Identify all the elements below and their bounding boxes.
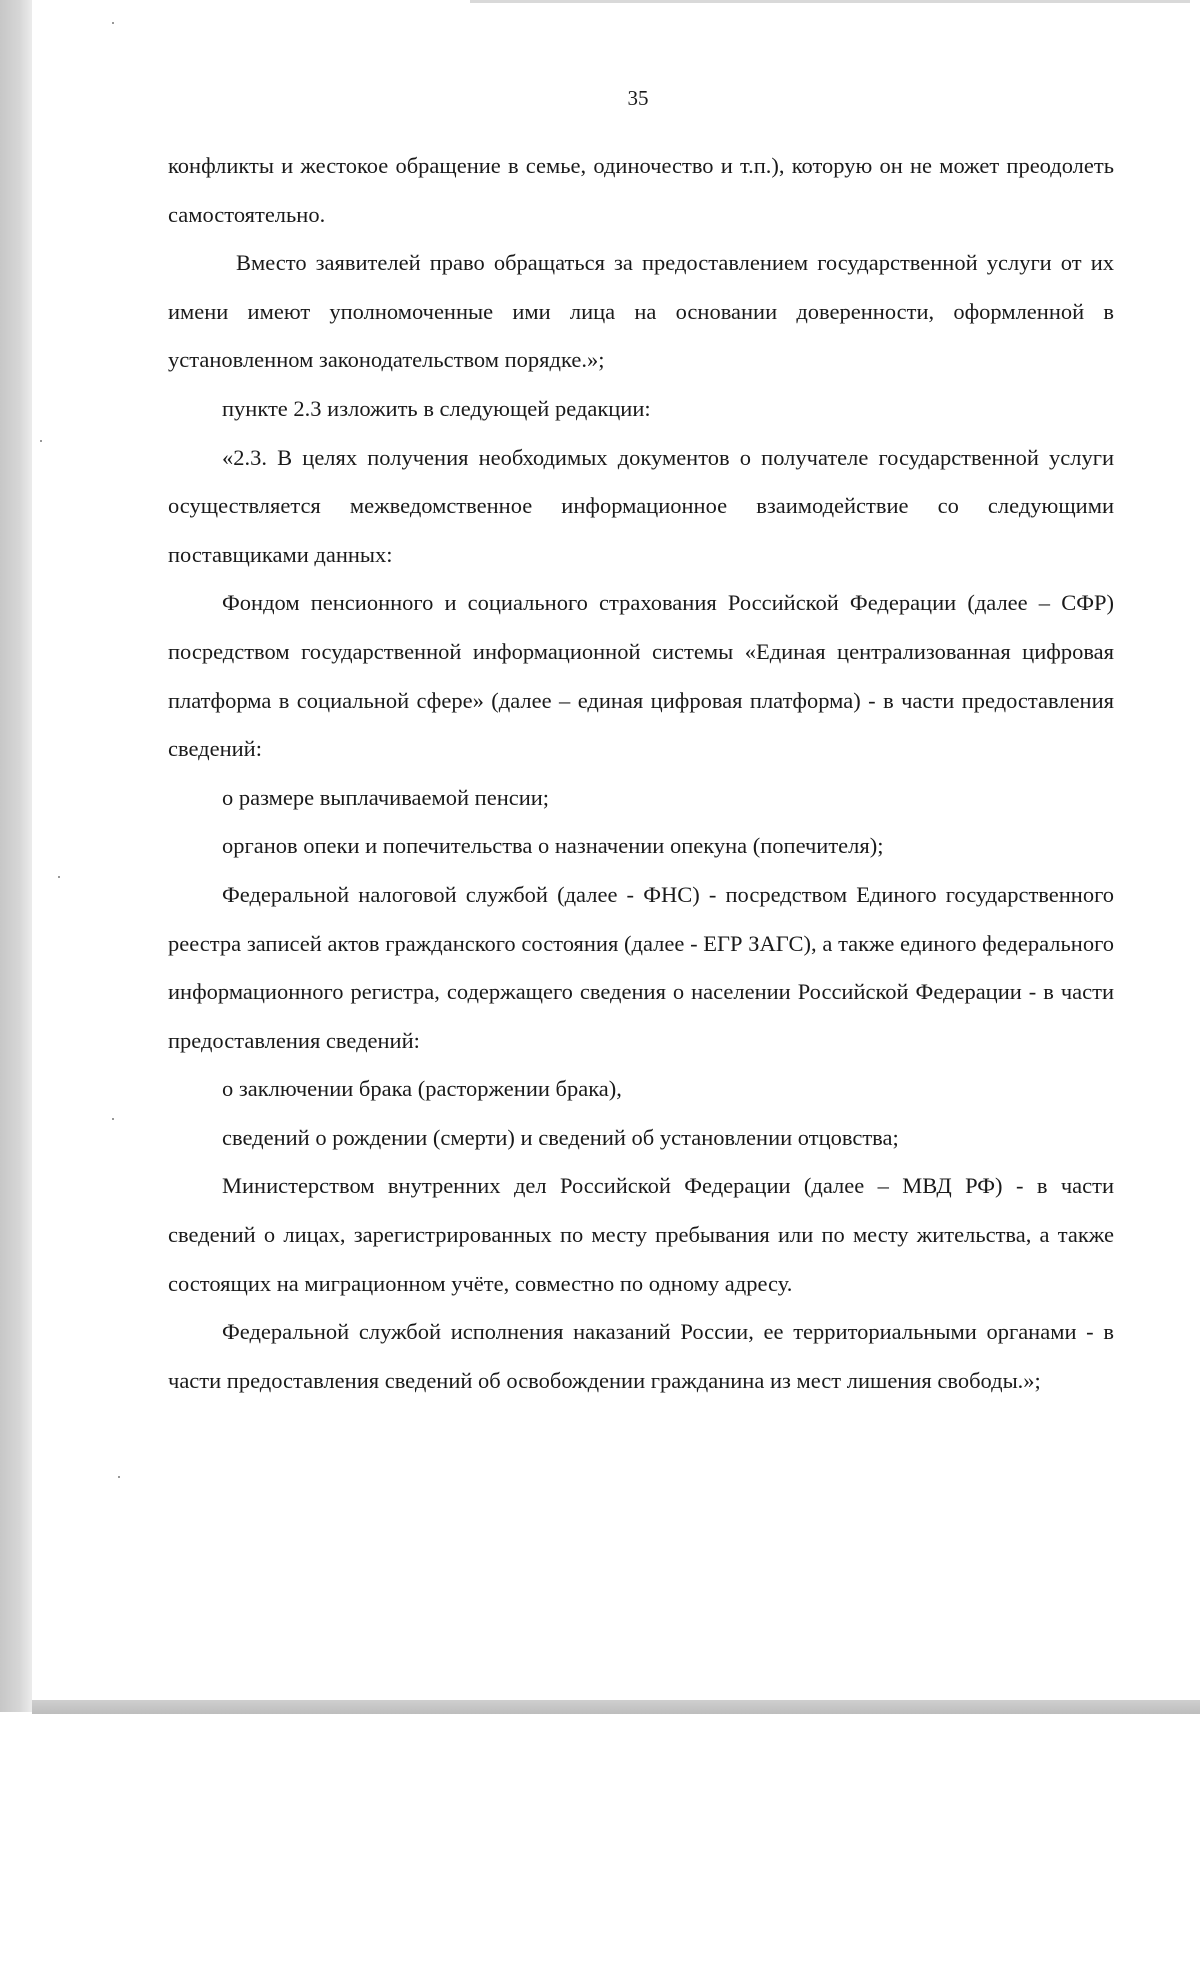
paragraph-guardianship: органов опеки и попечительства о назначении опекуна (попечителя); [222,833,884,859]
scan-left-edge [0,0,32,1712]
page-number: 35 [627,86,649,110]
scan-speck [112,1118,114,1120]
paragraph-fns: Федеральной налоговой службой (далее - ФНС) - посредством Единого государственного реестра записей актов гражданского состояния (далее - ЕГР ЗАГС), а также единого федерального информационного регистра, содержащего сведения о населении Российской Федерации - в части предоставления сведений: [168,881,1114,1053]
paragraph-mvd: Министерством внутренних дел Российской Федерации (далее – МВД РФ) - в части сведений о лицах, зарегистрированных по месту пребывания или по месту жительства, а также состоящих на миграционном учёте, совместно по одному адресу. [168,1173,1114,1296]
paragraph-marriage: о заключении брака (расторжении брака), [222,1076,622,1102]
document-body [168,142,1114,1405]
scan-speck [118,1476,120,1478]
paragraph-sfr: Фондом пенсионного и социального страхования Российской Федерации (далее – СФР) посредством государственной информационной системы «Единая централизованная цифровая платформа в социальной сфере» (далее – единая цифровая платформа) - в части предоставления сведений: [168,590,1114,762]
paragraph-clause-2-3: «2.3. В целях получения необходимых документов о получателе государственной услуги осуществляется межведомственное информационное взаимодействие со следующими поставщиками данных: [168,444,1114,567]
paragraph-representatives: Вместо заявителей право обращаться за предоставлением государственной услуги от их имени имеют уполномоченные ими лица на основании доверенности, оформленной в установленном законодательством порядке.»; [168,250,1114,373]
paragraph-conflicts: конфликты и жестокое обращение в семье, одиночество и т.п.), которую он не может преодолеть самостоятельно. [168,153,1114,227]
paragraph-pension-size: о размере выплачиваемой пенсии; [222,784,550,810]
paragraph-clause-2-3-intro: пункте 2.3 изложить в следующей редакции: [222,395,651,421]
scan-bottom-band [32,1700,1200,1714]
scan-speck [58,876,60,878]
scan-top-line [470,0,1190,3]
paragraph-birth-death: сведений о рождении (смерти) и сведений об установлении отцовства; [222,1124,899,1150]
scan-speck [112,22,114,24]
scan-speck [40,440,42,442]
paragraph-fsin: Федеральной службой исполнения наказаний России, ее территориальными органами - в части предоставления сведений об освобождении гражданина из мест лишения свободы.»; [168,1319,1114,1393]
